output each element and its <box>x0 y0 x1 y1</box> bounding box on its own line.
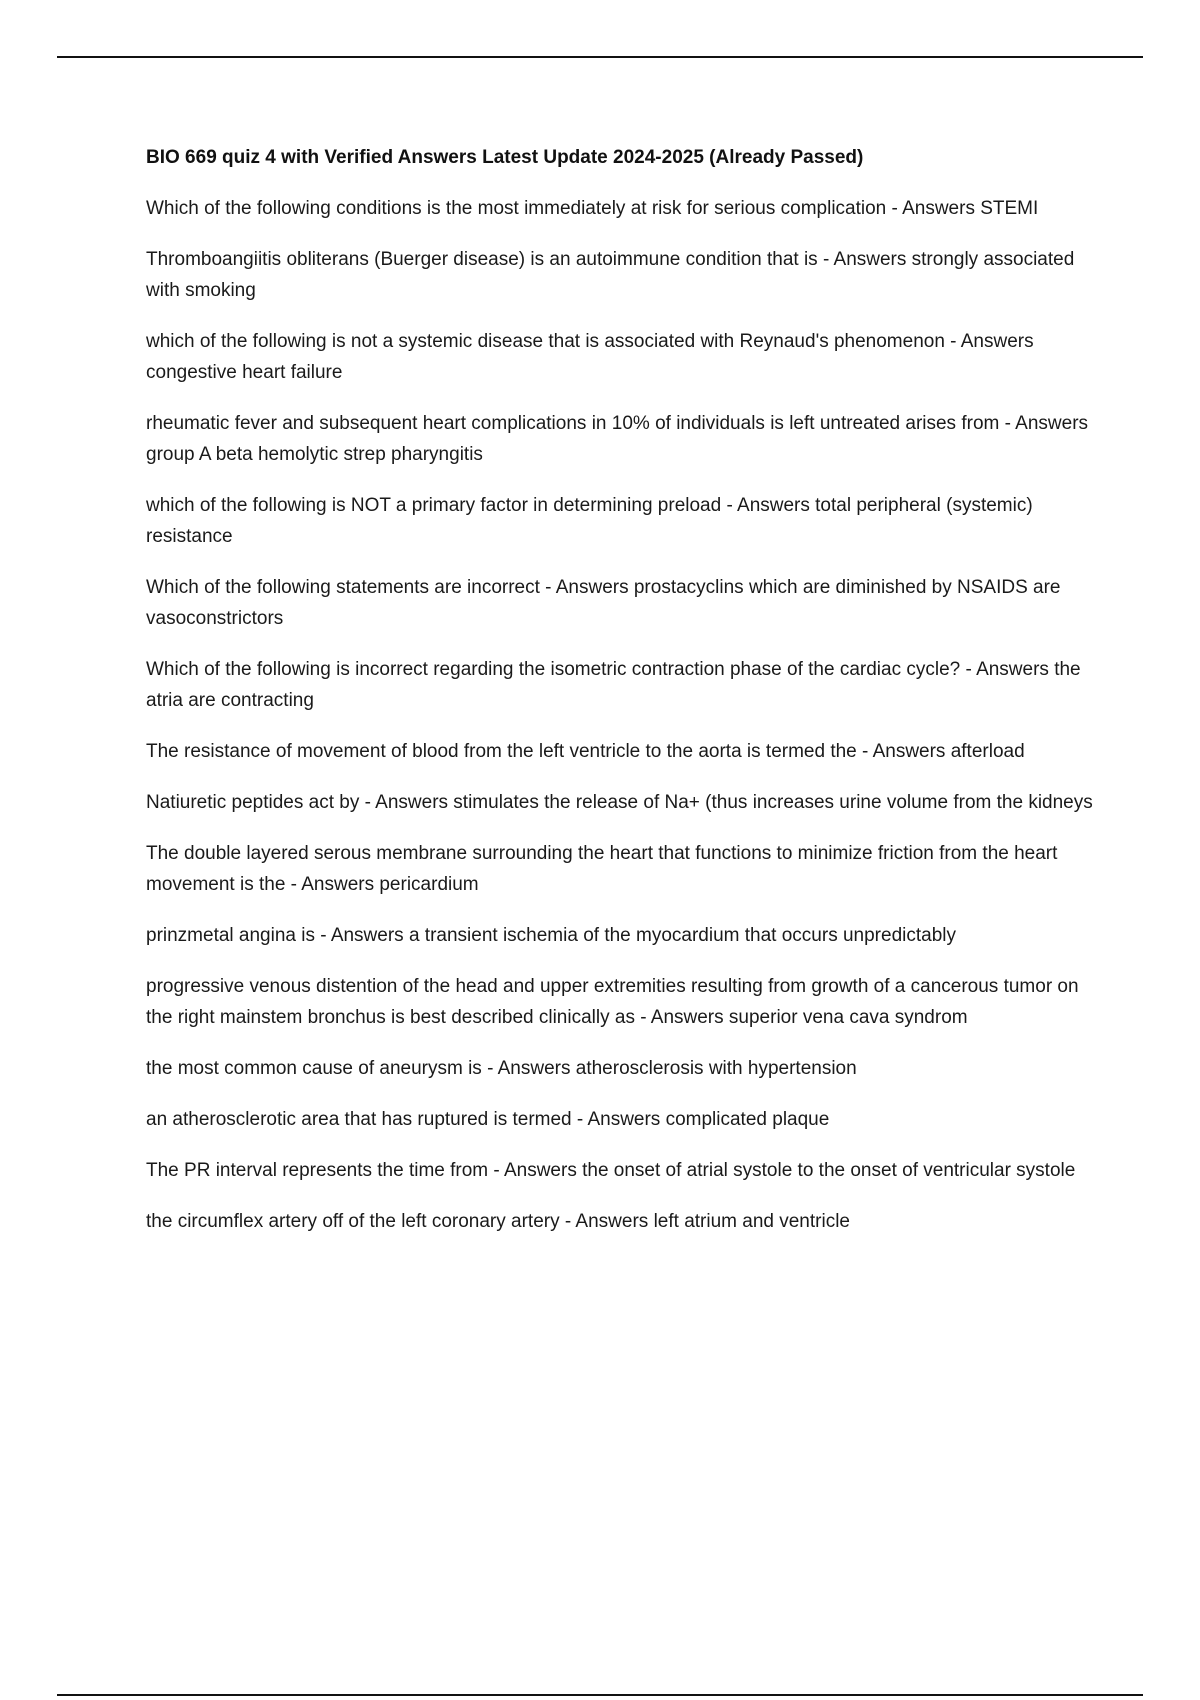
qa-item: progressive venous distention of the head and upper extremities resulting from growth of a cancerous tumor on the right mainstem bronchus is best described clinically as - Answers superior vena cava syndrom <box>146 976 1079 1028</box>
qa-item: Which of the following statements are incorrect - Answers prostacyclins which are diminished by NSAIDS are vasoconstrictors <box>146 577 1061 629</box>
qa-item: an atherosclerotic area that has ruptured is termed - Answers complicated plaque <box>146 1109 830 1130</box>
qa-item: rheumatic fever and subsequent heart complications in 10% of individuals is left untreated arises from - Answers group A beta hemolytic strep pharyngitis <box>146 413 1089 465</box>
top-divider <box>57 56 1143 58</box>
qa-item: which of the following is NOT a primary factor in determining preload - Answers total peripheral (systemic) resistance <box>146 495 1033 547</box>
bottom-divider <box>57 1694 1143 1696</box>
qa-item: Natiuretic peptides act by - Answers stimulates the release of Na+ (thus increases urine volume from the kidneys <box>146 792 1093 813</box>
qa-item: The double layered serous membrane surrounding the heart that functions to minimize friction from the heart movement is the - Answers pericardium <box>146 843 1058 895</box>
qa-item: Which of the following conditions is the most immediately at risk for serious complication - Answers STEMI <box>146 198 1039 219</box>
qa-item: the circumflex artery off of the left coronary artery - Answers left atrium and ventricle <box>146 1211 850 1232</box>
qa-item: prinzmetal angina is - Answers a transient ischemia of the myocardium that occurs unpredictably <box>146 925 956 946</box>
qa-item: The PR interval represents the time from - Answers the onset of atrial systole to the onset of ventricular systole <box>146 1160 1076 1181</box>
qa-item: which of the following is not a systemic disease that is associated with Reynaud's phenomenon - Answers congestive heart failure <box>146 331 1034 383</box>
document-body <box>146 143 1096 1257</box>
qa-item: Which of the following is incorrect regarding the isometric contraction phase of the cardiac cycle? - Answers the atria are contracting <box>146 659 1081 711</box>
qa-item: The resistance of movement of blood from the left ventricle to the aorta is termed the - Answers afterload <box>146 741 1025 762</box>
document-title: BIO 669 quiz 4 with Verified Answers Latest Update 2024-2025 (Already Passed) <box>146 147 864 168</box>
qa-item: the most common cause of aneurysm is - Answers atherosclerosis with hypertension <box>146 1058 857 1079</box>
qa-item: Thromboangiitis obliterans (Buerger disease) is an autoimmune condition that is - Answers strongly associated with smoking <box>146 249 1075 301</box>
